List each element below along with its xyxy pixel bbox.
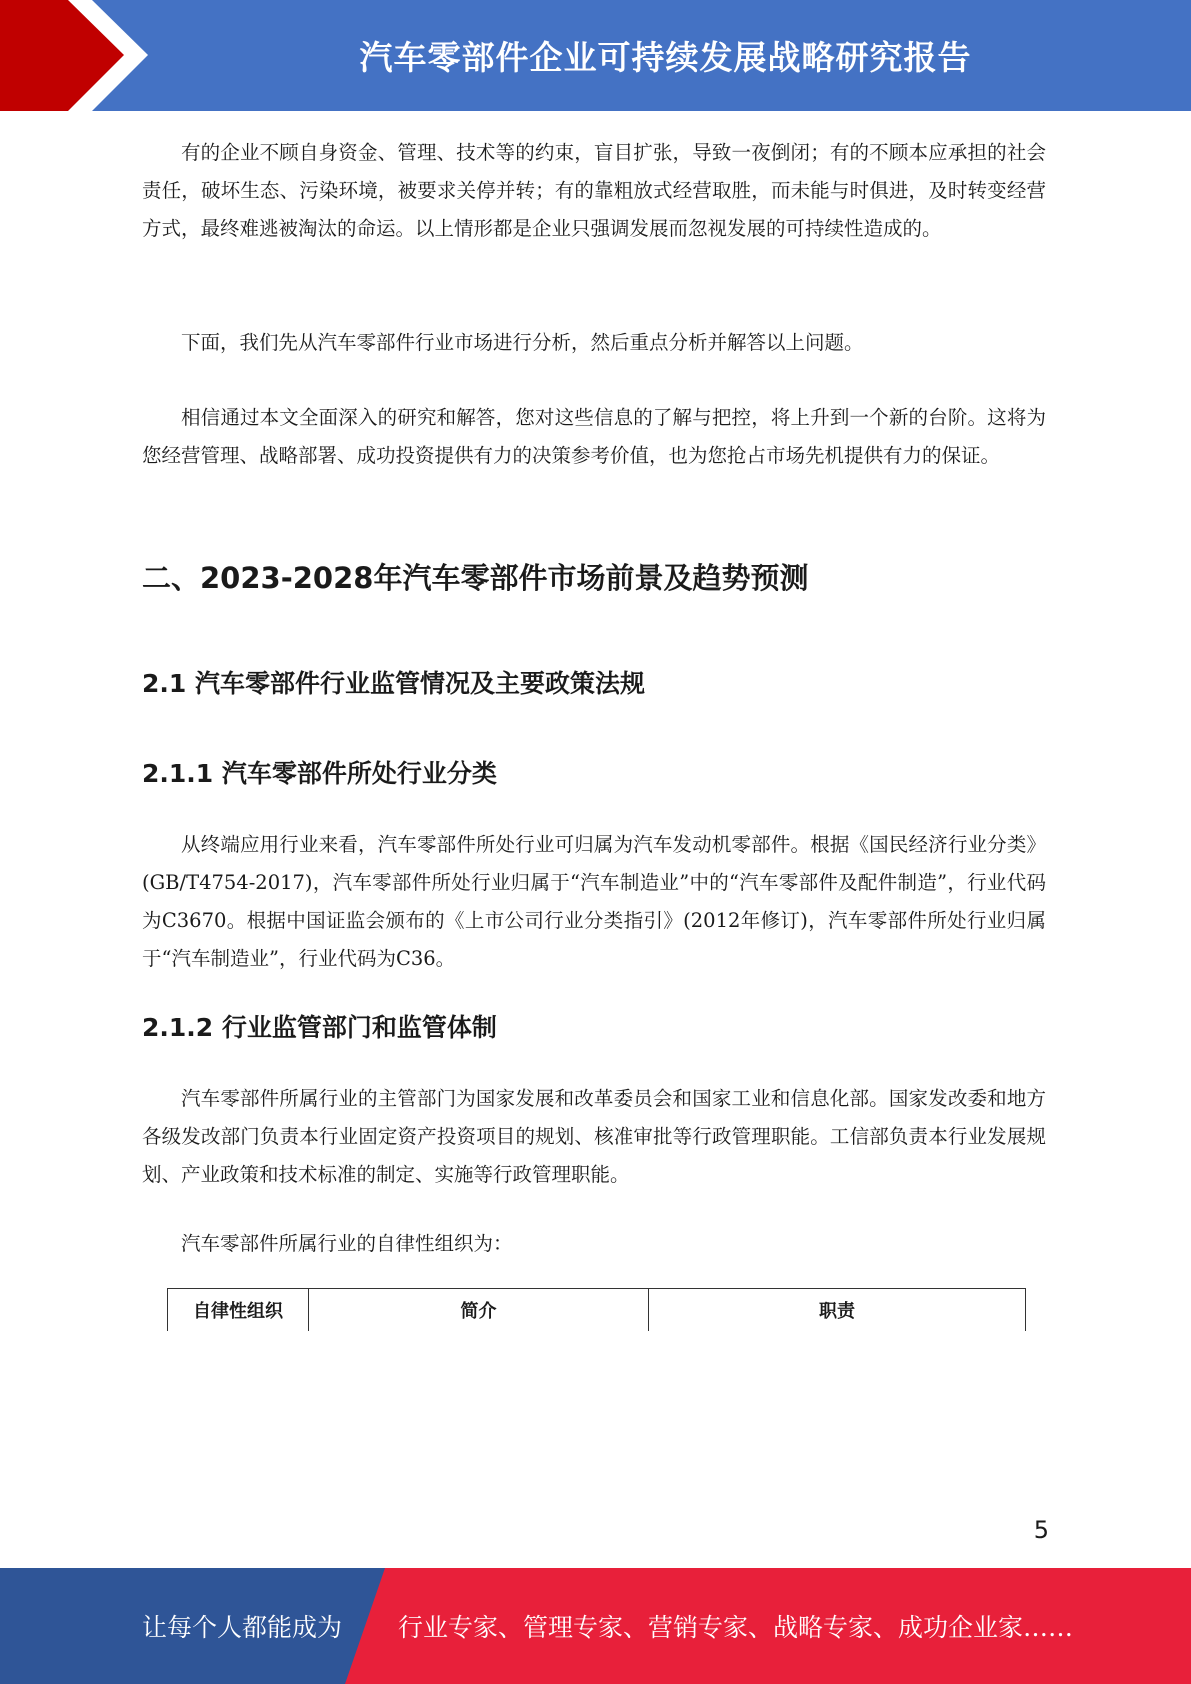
table-header-introduction: 简介 xyxy=(309,1289,649,1332)
header-arrow-decoration xyxy=(0,0,160,111)
self-regulation-table xyxy=(167,1288,1026,1331)
table-header-responsibility: 职责 xyxy=(649,1289,1026,1332)
footer-slogan-right: 行业专家、管理专家、营销专家、战略专家、成功企业家…… xyxy=(398,1613,1074,1642)
header-title: 汽车零部件企业可持续发展战略研究报告 xyxy=(359,38,972,77)
paragraph-intro: 有的企业不顾自身资金、管理、技术等的约束，盲目扩张，导致一夜倒闭；有的不顾本应承担的社会责任，破坏生态、污染环境，被要求关停并转；有的靠粗放式经营取胜，而未能与时俱进，及时转变经营方式，最终难逃被淘汰的命运。以上情形都是企业只强调发展而忽视发展的可持续性造成的。 xyxy=(142,141,1046,240)
paragraph-regulation: 汽车零部件所属行业的主管部门为国家发展和改革委员会和国家工业和信息化部。国家发改委和地方各级发改部门负责本行业固定资产投资项目的规划、核准审批等行政管理职能。工信部负责本行业发展规划、产业政策和技术标准的制定、实施等行政管理职能。 xyxy=(142,1087,1046,1186)
paragraph-classification: 从终端应用行业来看，汽车零部件所处行业可归属为汽车发动机零部件。根据《国民经济行业分类》(GB/T4754-2017)，汽车零部件所处行业归属于“汽车制造业”中的“汽车零部件及配件制造”，行业代码为C3670。根据中国证监会颁布的《上市公司行业分类指引》(2012年修订)，汽车零部件所处行业归属于“汽车制造业”，行业代码为C36。 xyxy=(142,833,1046,970)
footer-slogan-left: 让每个人都能成为 xyxy=(142,1613,343,1642)
table-header-organization: 自律性组织 xyxy=(168,1289,309,1332)
section-heading: 二、2023-2028年汽车零部件市场前景及趋势预测 xyxy=(142,561,809,595)
paragraph-value: 相信通过本文全面深入的研究和解答，您对这些信息的了解与把控，将上升到一个新的台阶。这将为您经营管理、战略部署、成功投资提供有力的决策参考价值，也为您抢占市场先机提供有力的保证。 xyxy=(142,406,1046,467)
page-number: 5 xyxy=(1033,1516,1049,1544)
table-header-row xyxy=(168,1289,1026,1332)
paragraph-self-regulation: 汽车零部件所属行业的自律性组织为： xyxy=(181,1232,513,1255)
page-header xyxy=(0,0,1191,111)
subsection-heading: 2.1 汽车零部件行业监管情况及主要政策法规 xyxy=(142,669,645,698)
subsubsection-heading-classification: 2.1.1 汽车零部件所处行业分类 xyxy=(142,759,497,788)
subsubsection-heading-regulation: 2.1.2 行业监管部门和监管体制 xyxy=(142,1013,497,1042)
paragraph-analysis-intro: 下面，我们先从汽车零部件行业市场进行分析，然后重点分析并解答以上问题。 xyxy=(181,331,864,354)
page-footer xyxy=(0,1568,1191,1684)
